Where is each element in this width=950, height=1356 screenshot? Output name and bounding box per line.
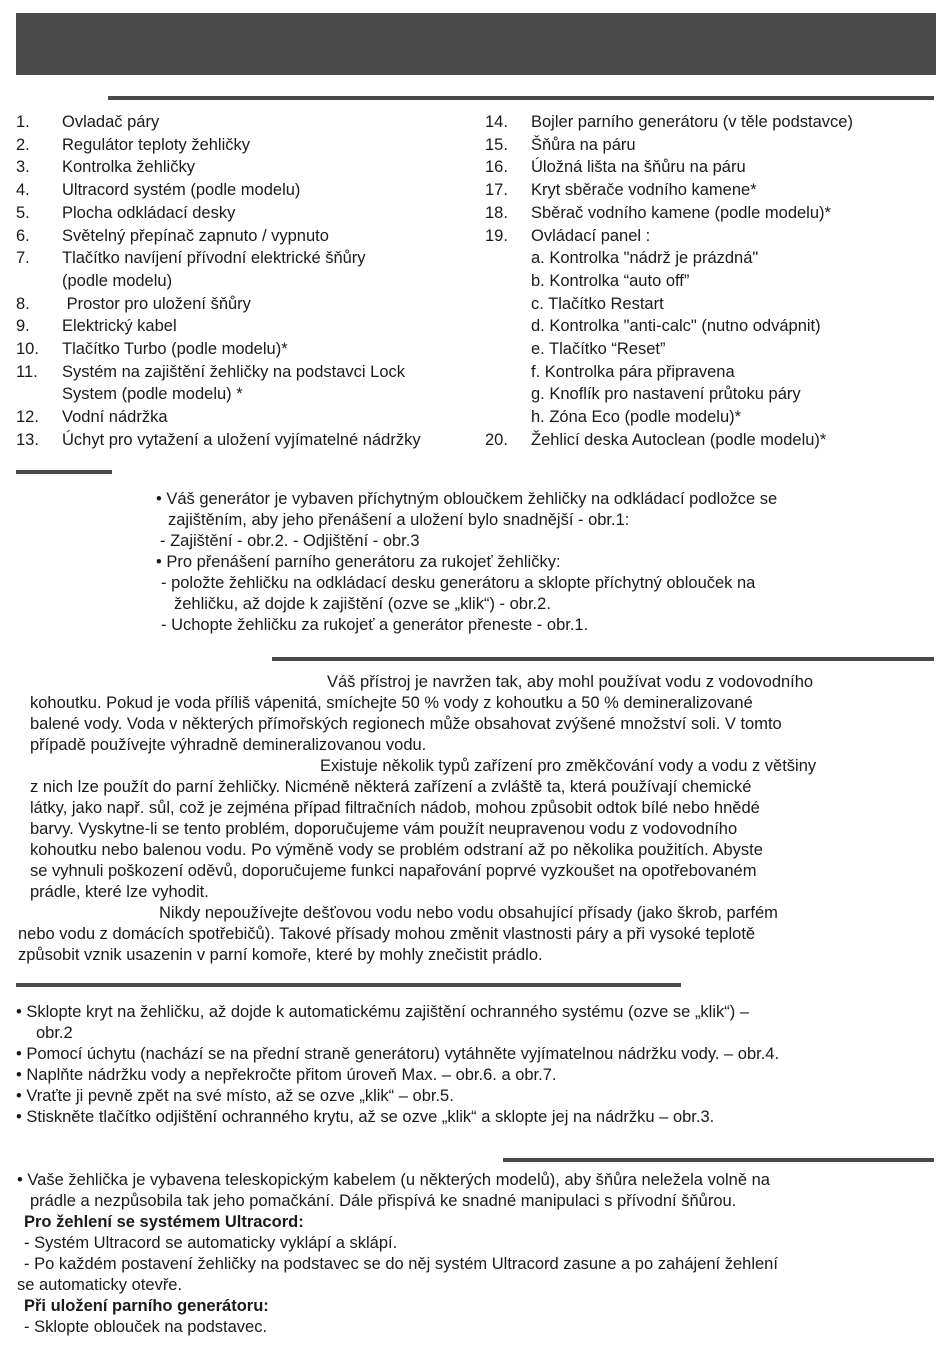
paragraph-line: • Vraťte ji pevně zpět na své místo, až se ozve „klik“ – obr.5. [16, 1087, 454, 1105]
header-bar [16, 13, 936, 75]
paragraph-line: se automaticky otevře. [17, 1276, 183, 1294]
section-rule-fill [16, 983, 681, 987]
list-item: h. Zóna Eco (podle modelu)* [531, 408, 742, 427]
list-item: b. Kontrolka “auto off” [531, 271, 690, 290]
paragraph-line: balené vody. Voda v některých přímořských regionech může obsahovat zvýšené množství soli. V tomto [30, 715, 782, 733]
paragraph-line: se vyhnuli poškození oděvů, doporučujeme funkci napařování poprvé vyzkoušet na opotřebovaném [30, 862, 757, 880]
paragraph-line: prádle, které lze vyhodit. [30, 883, 209, 901]
list-item: 14. Bojler parního generátoru (v těle podstavce) [485, 113, 853, 131]
list-item: 18. Sběrač vodního kamene (podle modelu)* [485, 203, 831, 222]
list-item: 19. Ovládací panel : [485, 226, 651, 245]
section-cord-text [17, 1170, 937, 1338]
subheading: Pro žehlení se systémem Ultracord: [24, 1213, 304, 1231]
paragraph-line: případě používejte výhradně demineralizovanou vodu. [30, 736, 427, 754]
list-item: 4. Ultracord systém (podle modelu) [16, 181, 301, 200]
list-item: 3. Kontrolka žehličky [16, 158, 195, 177]
paragraph-line: zajištěním, aby jeho přenášení a uložení bylo snadnější - obr.1: [168, 511, 630, 529]
paragraph-line: kohoutku. Pokud je voda příliš vápenitá, smíchejte 50 % vody z kohoutku a 50 % demineralizované [30, 694, 753, 712]
list-item: 15. Šňůra na páru [485, 135, 636, 154]
paragraph-line: - Systém Ultracord se automaticky vyklápí a sklápí. [24, 1234, 398, 1252]
paragraph-line: Nikdy nepoužívejte dešťovou vodu nebo vodu obsahující přísady (jako škrob, parfém [159, 904, 778, 922]
list-item: a. Kontrolka "nádrž je prázdná" [531, 249, 759, 268]
list-item: 8. Prostor pro uložení šňůry [16, 294, 251, 313]
list-item: 17. Kryt sběrače vodního kamene* [485, 181, 757, 200]
section-rule-cord [503, 1158, 934, 1162]
paragraph-line: způsobit vznik usazenin v parní komoře, které by mohly znečistit prádlo. [18, 946, 543, 964]
list-item: 1. Ovladač páry [16, 113, 160, 131]
section-fill-text [16, 1002, 936, 1128]
list-item: 7. Tlačítko navíjení přívodní elektrické šňůry (podle modelu) [16, 249, 366, 290]
paragraph-line: • Pomocí úchytu (nachází se na přední straně generátoru) vytáhněte vyjímatelnou nádržku vody. – obr.4. [16, 1045, 780, 1063]
list-item: f. Kontrolka pára připravena [531, 362, 735, 381]
paragraph-line: - Uchopte žehličku za rukojeť a generátor přeneste - obr.1. [161, 616, 589, 634]
list-item: 10. Tlačítko Turbo (podle modelu)* [16, 340, 288, 359]
paragraph-line: • Pro přenášení parního generátoru za rukojeť žehličky: [156, 553, 561, 571]
section-lock-text [156, 489, 936, 636]
paragraph-line: kohoutku nebo balenou vodu. Po výměně vody se problém odstraní až po několika použitích. Abyste [30, 841, 763, 859]
list-item: 13. Úchyt pro vytažení a uložení vyjímatelné nádržky [16, 430, 421, 449]
paragraph-line: prádle a nezpůsobila tak jeho pomačkání. Dále přispívá ke snadné manipulaci s přívodní šňůrou. [30, 1192, 737, 1210]
paragraph-line: Existuje několik typů zařízení pro změkčování vody a vodu z většiny [320, 757, 817, 775]
list-item: 11. Systém na zajištění žehličky na podstavci Lock System (podle modelu) * [16, 362, 405, 404]
paragraph-line: • Sklopte kryt na žehličku, až dojde k automatickému zajištění ochranného systému (ozve se „klik“) – [16, 1003, 750, 1021]
list-item: 16. Úložná lišta na šňůru na páru [485, 158, 746, 177]
list-item: 20. Žehlicí deska Autoclean (podle modelu)* [485, 430, 827, 449]
section-rule-parts [108, 96, 934, 100]
paragraph-line: barvy. Vyskytne-li se tento problém, doporučujeme vám použít neupravenou vodu z vodovodního [30, 820, 738, 838]
list-item: 6. Světelný přepínač zapnuto / vypnuto [16, 226, 329, 245]
paragraph-line: z nich lze použít do parní žehličky. Nicméně některá zařízení a zvláště ta, která používají chemické [30, 778, 752, 796]
paragraph-line: • Váš generátor je vybaven příchytným obloučkem žehličky na odkládací podložce se [156, 490, 778, 508]
list-item: c. Tlačítko Restart [531, 294, 664, 313]
parts-list-left [16, 111, 476, 452]
list-item: 2. Regulátor teploty žehličky [16, 135, 251, 154]
subheading: Při uložení parního generátoru: [24, 1297, 269, 1315]
list-item: g. Knoflík pro nastavení průtoku páry [531, 385, 801, 404]
section-water-text [18, 672, 933, 966]
paragraph-line: • Vaše žehlička je vybavena teleskopickým kabelem (u některých modelů), aby šňůra neležela volně na [17, 1171, 770, 1189]
paragraph-line: nebo vodu z domácích spotřebičů). Takové přísady mohou změnit vlastnosti páry a při vysoké teplotě [18, 925, 756, 943]
section-rule-lock [16, 470, 112, 474]
list-item: e. Tlačítko “Reset” [531, 340, 666, 359]
paragraph-line: • Naplňte nádržku vody a nepřekročte přitom úroveň Max. – obr.6. a obr.7. [16, 1066, 557, 1084]
list-item: 5. Plocha odkládací desky [16, 203, 236, 222]
paragraph-line: obr.2 [36, 1024, 73, 1042]
paragraph-line: - Zajištění - obr.2. - Odjištění - obr.3 [160, 532, 420, 550]
paragraph-line: - Po každém postavení žehličky na podstavec se do něj systém Ultracord zasune a po zahájení žehlení [24, 1255, 778, 1273]
list-item: 9. Elektrický kabel [16, 317, 177, 336]
parts-list-right [485, 111, 935, 452]
paragraph-line: žehličku, až dojde k zajištění (ozve se „klik“) - obr.2. [174, 595, 551, 613]
paragraph-line: - Sklopte oblouček na podstavec. [24, 1318, 268, 1336]
paragraph-line: • Stiskněte tlačítko odjištění ochranného krytu, až se ozve „klik“ a sklopte jej na nádržku – obr.3. [16, 1108, 715, 1126]
section-rule-water [272, 657, 934, 661]
paragraph-line: - položte žehličku na odkládací desku generátoru a sklopte příchytný oblouček na [161, 574, 756, 592]
paragraph-line: látky, jako např. sůl, což je zejména případ filtračních nádob, mohou způsobit odtok bílé nebo hnědé [30, 799, 760, 817]
paragraph-line: Váš přístroj je navržen tak, aby mohl používat vodu z vodovodního [327, 673, 814, 691]
list-item: d. Kontrolka "anti-calc" (nutno odvápnit) [531, 317, 821, 336]
list-item: 12. Vodní nádržka [16, 408, 168, 427]
